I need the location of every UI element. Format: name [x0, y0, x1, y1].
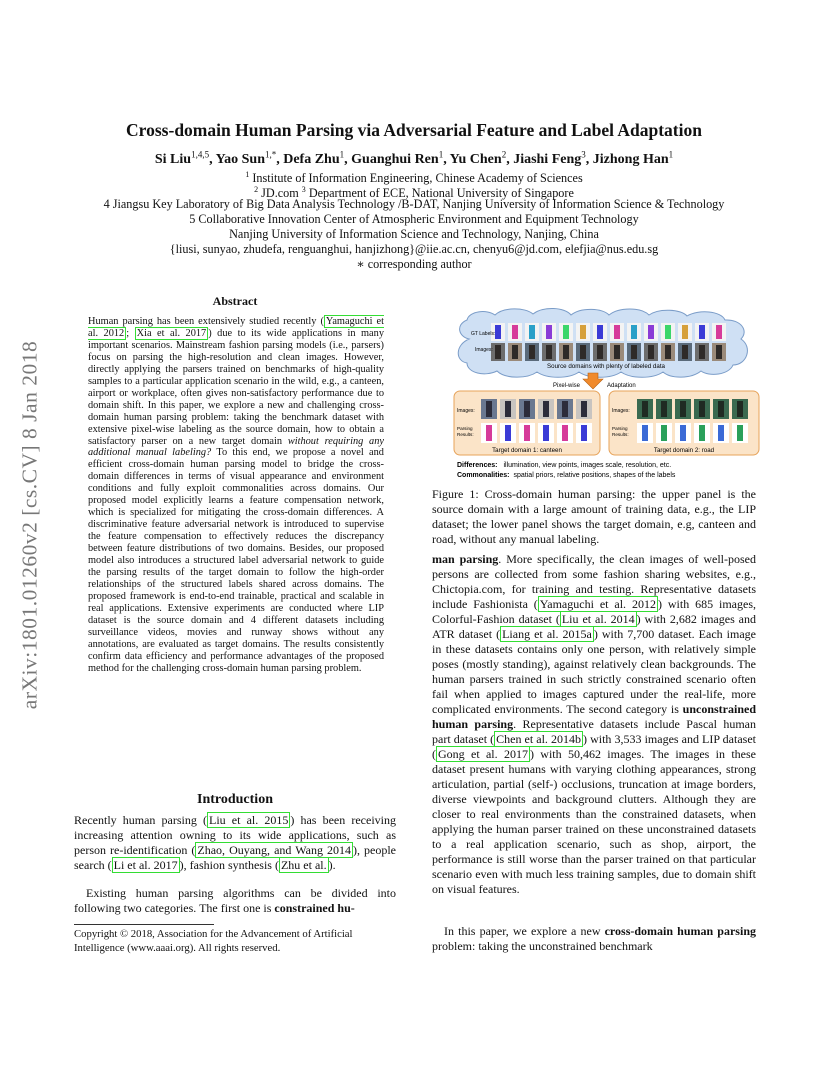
body-text: . More specifically, the clean images of well-posed persons are collected from some fashion sharing websites, e.g., Chictopia.com, for training and testing. Representative datasets include Fashionista ( [432, 552, 756, 611]
gt-labels-label: GT Labels: [471, 331, 496, 337]
aff-sup: 1 [245, 170, 250, 179]
gt-label-figure [665, 325, 671, 339]
intro-paragraph-2 [74, 886, 396, 916]
abstract-italic: without requiring any additional manual labeling? [88, 435, 384, 459]
author-list [40, 149, 788, 168]
body-text: ) with 7,700 dataset. Each image in these datasets contains only one person, with relatively simple poses (mostly standing), against relatively clean backgrounds. The human parsers trained in such strictly constrained scenario often fail when applied to images captured under the real-life, more complicated environments. The second category is [432, 627, 757, 716]
author-name: Jiashi Feng [513, 151, 582, 167]
commonalities-label: Commonalities: [457, 472, 510, 479]
figure-caption: Figure 1: Cross-domain human parsing: the upper panel is the source domain with a large amount of training data, e.g., the LIP dataset; the lower panel shows the target domain, e.g, canteen and road, without any manual labeling. [432, 487, 756, 546]
road-image-figure [737, 401, 743, 417]
gt-label-figure [682, 325, 688, 339]
differences-text: illumination, view points, images scale, resolution, etc. [503, 462, 672, 469]
figure-1-graphic [451, 307, 761, 482]
aff-text: Institute of Information Engineering, Chinese Academy of Sciences [249, 171, 583, 186]
arxiv-id: arXiv:1801.01260v2 [cs.CV] 8 Jan 2018 [17, 340, 42, 710]
canteen-image-figure [505, 401, 511, 417]
affiliation-5b: Nanjing University of Information Science and Technology, Nanjing, China [229, 227, 599, 241]
citation-link[interactable]: Zhao, Ouyang, and Wang 2014 [197, 843, 351, 857]
intro-heading: Introduction [197, 792, 273, 807]
aff-text: Department of ECE, National University of Singapore [305, 186, 574, 201]
author-affiliation-sup: 3 [581, 149, 586, 159]
author-affiliation-sup: 1,* [264, 149, 277, 159]
source-caption: Source domains with plenty of labeled data [547, 363, 665, 370]
author-affiliation-sup: 1 [438, 149, 444, 159]
right-images-label: Images: [612, 408, 630, 414]
source-image-figure [546, 345, 552, 359]
bold-term: constrained hu- [274, 901, 355, 915]
left-results-label: Results: [457, 432, 474, 437]
canteen-image-figure [581, 401, 587, 417]
corresponding-note: ∗ corresponding author [356, 257, 472, 271]
canteen-parsing-figure [543, 425, 549, 441]
road-image-figure [642, 401, 648, 417]
canteen-parsing-figure [562, 425, 568, 441]
bold-term: unconstrained human parsing [432, 702, 756, 731]
source-image-figure [631, 345, 637, 359]
road-parsing-figure [680, 425, 686, 441]
right-results-label: Results: [612, 432, 629, 437]
author-separator: , [443, 151, 450, 167]
body-text: Recently human parsing ( [74, 813, 207, 827]
citation-link[interactable]: Li et al. 2017 [113, 858, 178, 872]
gt-label-figure [563, 325, 569, 339]
bold-term: cross-domain human parsing [604, 924, 756, 938]
gt-label-figure [648, 325, 654, 339]
body-text: In this paper, we explore a new [444, 924, 605, 938]
gt-label-figure [529, 325, 535, 339]
aff-text: JD.com [258, 186, 302, 201]
author-name: Defa Zhu [283, 151, 340, 167]
citation-link[interactable]: Liu et al. 2015 [209, 813, 289, 827]
left-images-label: Images: [457, 408, 475, 414]
left-parsing-label: Parsing [457, 426, 473, 431]
author-separator: , [209, 151, 216, 167]
gt-label-figure [631, 325, 637, 339]
abstract-body [88, 316, 384, 675]
figure-1 [451, 307, 761, 482]
author-separator: , [344, 151, 352, 167]
author-affiliation-sup: 1 [339, 149, 345, 159]
differences-line [457, 462, 671, 469]
abstract-text: Human parsing has been extensively studied recently ( [88, 316, 324, 327]
source-image-figure [699, 345, 705, 359]
source-image-figure [512, 345, 518, 359]
canteen-parsing-figure [505, 425, 511, 441]
source-image-figure [597, 345, 603, 359]
road-image-figure [661, 401, 667, 417]
right-parsing-label: Parsing [612, 426, 628, 431]
body-text: ). [328, 858, 336, 872]
citation-link[interactable]: Gong et al. 2017 [438, 747, 528, 761]
body-text: problem: taking the unconstrained benchmark [432, 939, 653, 953]
adaptation-label: Adaptation [607, 383, 636, 389]
author-affiliation-sup: 1 [668, 149, 674, 159]
source-image-figure [529, 345, 535, 359]
pixel-wise-label: Pixel-wise [552, 383, 580, 389]
gt-label-figure [699, 325, 705, 339]
canteen-image-figure [562, 401, 568, 417]
source-image-figure [665, 345, 671, 359]
author-name: Guanghui Ren [351, 151, 439, 167]
body-text: ) has been receiving increasing attention owning to its wide applications, such as person re-identification ( [74, 813, 396, 857]
target-1-caption: Target domain 1: canteen [492, 447, 562, 454]
gt-label-figure [495, 325, 501, 339]
author-name: Si Liu [154, 151, 192, 167]
affiliation-5: 5 Collaborative Innovation Center of Atmospheric Environment and Equipment Technology [189, 212, 639, 226]
road-parsing-figure [642, 425, 648, 441]
canteen-parsing-figure [581, 425, 587, 441]
author-name: Yu Chen [449, 151, 502, 167]
road-parsing-figure [661, 425, 667, 441]
canteen-image-figure [486, 401, 492, 417]
road-image-figure [680, 401, 686, 417]
email-list: {liusi, sunyao, zhudefa, renguanghui, hanjizhong}@iie.ac.cn, chenyu6@jd.com, elefjia@nus.edu.sg [169, 242, 659, 256]
canteen-image-figure [524, 401, 530, 417]
citation-link[interactable]: Zhu et al. [280, 858, 327, 872]
author-name: Yao Sun [215, 151, 265, 167]
citation-link[interactable]: Yamaguchi et al. 2012 [539, 597, 656, 611]
author-affiliation-sup: 1,4,5 [191, 149, 210, 159]
author-separator: , [506, 151, 514, 167]
right-paragraph-1 [432, 552, 756, 897]
abstract-text: To this end, we propose a novel and efficient cross-domain human parsing model to bridge the cross-domain differences in terms of visual appearance and environment conditions and fully exploit commonalities across domains. Our proposed model explicitly learns a feature compensation network, which is specialized for mitigating the cross-domain differences. A discriminative feature adversarial network is introduced to supervise the feature compensation to effectively reduces the discrepancy between feature distributions of two domains. Besides, our proposed model also introduces a structured label adversarial network to guide the parsing results of the target domain to follow the high-order relationships of the structured labels shared across domains. The proposed framework is end-to-end trainable, practical and scalable in real applications. Extensive experiments are conducted where LIP dataset is the source domain and 4 different datasets including surveillance videos, movies and runway shows without any annotations, are evaluated as target domains. The results consistently confirm data efficiency and performance advantages of the proposed method for the challenging cross-domain human parsing problem. [88, 447, 384, 674]
aff-sup: 2 [254, 185, 259, 194]
body-text: ) with 3,533 images and LIP dataset ( [432, 732, 756, 761]
abstract-text: ; [126, 327, 135, 339]
gt-label-figure [546, 325, 552, 339]
gt-label-figure [512, 325, 518, 339]
author-name: Jizhong Han [592, 151, 669, 167]
source-image-figure [614, 345, 620, 359]
body-text: ) with 685 images, Colorful-Fashion dataset ( [432, 597, 756, 626]
body-text: ), people search ( [74, 843, 397, 872]
road-image-figure [699, 401, 705, 417]
author-separator: , [276, 151, 284, 167]
body-text: ) with 2,682 images and ATR dataset ( [432, 612, 756, 641]
commonalities-line [457, 472, 676, 479]
road-parsing-figure [718, 425, 724, 441]
body-text: . Representative datasets include Pascal human part dataset ( [432, 717, 756, 746]
source-image-figure [495, 345, 501, 359]
right-paragraph-2 [432, 924, 756, 954]
citation-link[interactable]: Liang et al. 2015a [502, 627, 592, 641]
citation-link[interactable]: Xia et al. 2017 [136, 327, 207, 339]
author-separator: , [585, 151, 593, 167]
gt-label-figure [614, 325, 620, 339]
source-image-figure [563, 345, 569, 359]
footnote-rule [74, 924, 214, 925]
road-image-figure [718, 401, 724, 417]
differences-label: Differences: [457, 462, 498, 469]
citation-link[interactable]: Liu et al. 2014 [561, 612, 635, 626]
gt-label-figure [597, 325, 603, 339]
affiliation-4: 4 Jiangsu Key Laboratory of Big Data Analysis Technology /B-DAT, Nanjing University of Information Science & Technology [103, 197, 725, 211]
copyright-note: Copyright © 2018, Association for the Advancement of Artificial Intelligence (www.aaai.org). All rights reserved. [74, 928, 353, 954]
canteen-image-figure [543, 401, 549, 417]
abstract-text: ) due to its wide applications in many important scenarios. Mainstream fashion parsing models (i.e., parsers) focus on parsing the high-resolution and clean images. However, directly applying the parsers trained on benchmarks of high-quality samples to a particular application scenario in the wild, e.g., a canteen, airport or workplace, often gives non-satisfactory performance due to domain shift. In this paper, we explore a new and challenging cross-domain human parsing problem: taking the benchmark dataset with extensive pixel-wise labeling as the source domain, how to obtain a satisfactory parser on a new target domain [88, 327, 384, 447]
author-affiliation-sup: 2 [501, 149, 507, 159]
paper-title: Cross-domain Human Parsing via Adversarial Feature and Label Adaptation [126, 120, 702, 140]
bold-term: man parsing [432, 552, 499, 566]
canteen-parsing-figure [486, 425, 492, 441]
source-image-figure [716, 345, 722, 359]
citation-link[interactable]: Yamaguchi et al. 2012 [88, 316, 384, 339]
source-image-figure [648, 345, 654, 359]
commonalities-text: spatial priors, relative positions, shapes of the labels [513, 472, 676, 479]
gt-label-figure [716, 325, 722, 339]
body-text: ) with 50,462 images. The images in these dataset present humans with varying clothing appearances, strong articulation, partial (self-) occlusions, truncation at image borders, diverse viewpoints and background clutters. Although they are closer to real environments than the constrained datasets, when applying the human parser trained on these unconstrained datasets to a real application scenario, such as shop, airport, the performance is still worse than the parser trained on that particular scenario even with much less training samples, due to domain shift on visual features. [432, 747, 756, 896]
intro-paragraph-1 [74, 813, 396, 873]
canteen-parsing-figure [524, 425, 530, 441]
abstract-heading: Abstract [212, 294, 258, 308]
source-image-figure [682, 345, 688, 359]
road-parsing-figure [699, 425, 705, 441]
body-text: ), fashion synthesis ( [179, 858, 279, 872]
road-parsing-figure [737, 425, 743, 441]
source-image-figure [580, 345, 586, 359]
images-label: Images: [475, 347, 493, 353]
body-text: Existing human parsing algorithms can be divided into following two categories. The first one is [74, 886, 396, 915]
target-2-caption: Target domain 2: road [653, 447, 715, 454]
aff-sup: 3 [301, 185, 306, 194]
arxiv-stamp [10, 293, 50, 758]
citation-link[interactable]: Chen et al. 2014b [496, 732, 582, 746]
gt-label-figure [580, 325, 586, 339]
